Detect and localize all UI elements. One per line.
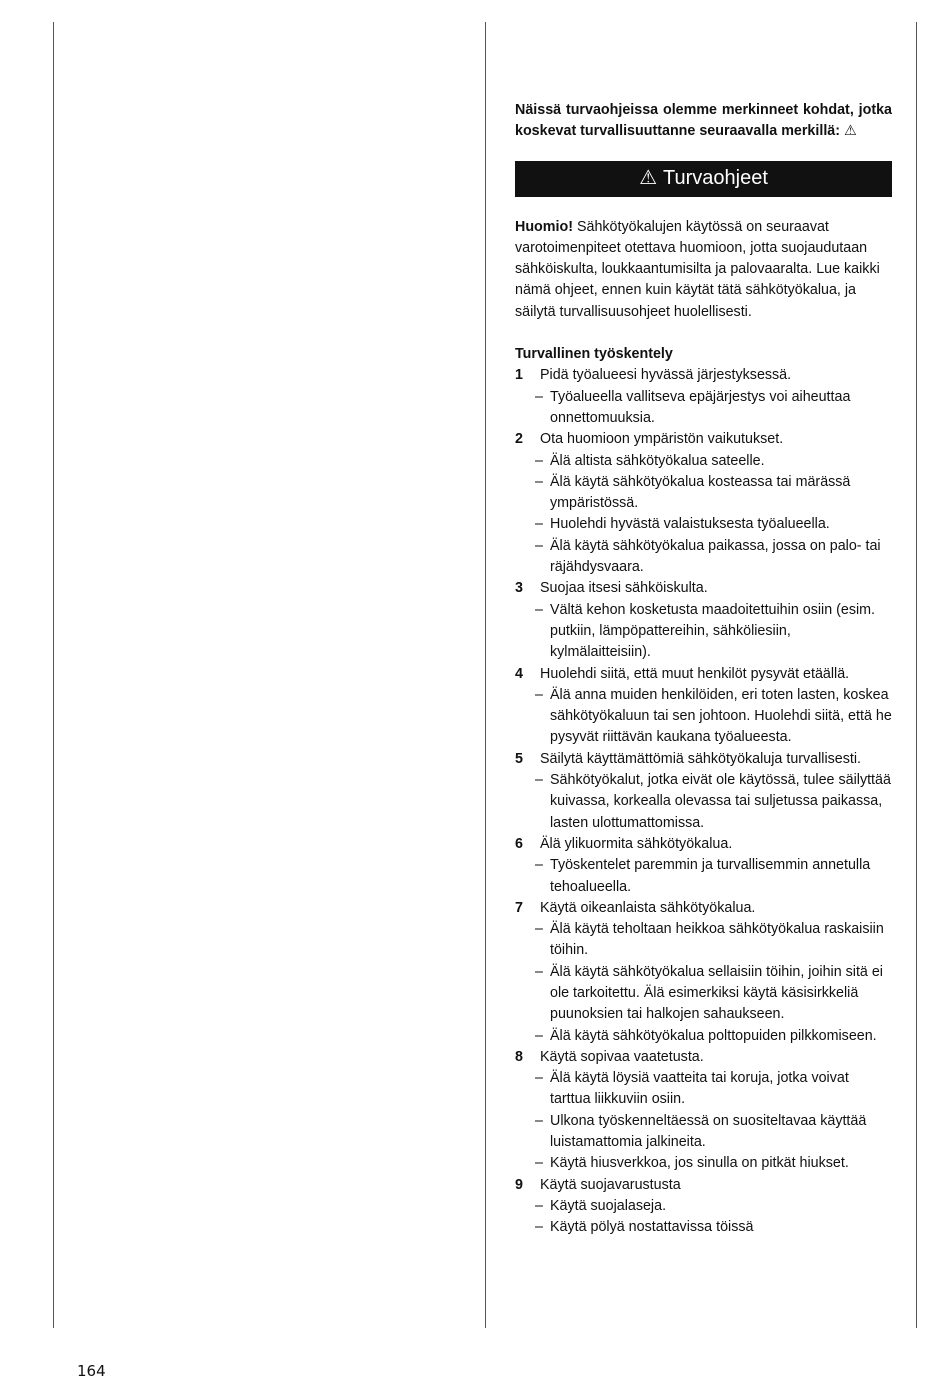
item-number: 7 xyxy=(515,899,523,916)
item-number: 6 xyxy=(515,835,523,852)
sub-item xyxy=(515,387,892,430)
sub-item xyxy=(515,685,892,749)
dash-marker: – xyxy=(535,772,543,789)
item-text: Käytä oikeanlaista sähkötyökalua. xyxy=(540,899,756,916)
sub-item-text: Älä käytä sähkötyökalua polttopuiden pilkkomiseen. xyxy=(550,1027,877,1044)
dash-marker: – xyxy=(535,686,543,703)
dash-marker: – xyxy=(535,601,543,618)
sub-item-text: Huolehdi hyvästä valaistuksesta työalueella. xyxy=(550,516,830,533)
sub-item-text: Sähkötyökalut, jotka eivät ole käytössä, tulee säilyttää kuivassa, korkealla olevassa tai suljetussa paikassa, lasten ulottumattomissa. xyxy=(550,772,891,831)
sub-item-text: Käytä suojalaseja. xyxy=(550,1197,667,1214)
dash-marker: – xyxy=(535,473,543,490)
sub-item xyxy=(515,514,892,535)
sub-item xyxy=(515,1217,892,1238)
dash-marker: – xyxy=(535,1112,543,1129)
sub-item-text: Älä altista sähkötyökalua sateelle. xyxy=(550,452,765,469)
dash-marker: – xyxy=(535,388,543,405)
column-divider xyxy=(485,22,486,1328)
section-title: Turvallinen työskentely xyxy=(515,346,673,363)
margin-rule-right xyxy=(916,22,917,1328)
sub-item-text: Käytä hiusverkkoa, jos sinulla on pitkät hiukset. xyxy=(550,1155,849,1172)
list-item xyxy=(515,1047,892,1068)
warning-triangle-icon: ⚠ xyxy=(844,123,857,140)
item-number: 3 xyxy=(515,580,523,597)
dash-marker: – xyxy=(535,1070,543,1087)
dash-marker: – xyxy=(535,1027,543,1044)
item-text: Huolehdi siitä, että muut henkilöt pysyvät etäällä. xyxy=(540,665,850,682)
list-item xyxy=(515,898,892,919)
sub-item xyxy=(515,919,892,962)
sub-item-text: Älä käytä teholtaan heikkoa sähkötyökalua raskaisiin töihin. xyxy=(550,921,884,959)
sub-item-text: Älä anna muiden henkilöiden, eri toten lasten, koskea sähkötyökaluun tai sen johtoon. Huolehdi siitä, että he pysyvät riittävän kaukana työalueesta. xyxy=(550,686,892,746)
page-number: 164 xyxy=(77,1362,106,1380)
sub-item xyxy=(515,962,892,1026)
list-item xyxy=(515,749,892,770)
item-number: 9 xyxy=(515,1176,523,1193)
warning-triangle-icon: ⚠ xyxy=(639,166,658,189)
notice-paragraph xyxy=(515,217,892,323)
dash-marker: – xyxy=(535,857,543,874)
sub-item-text: Älä käytä sähkötyökalua sellaisiin töihin, joihin sitä ei ole tarkoitettu. Älä esimerkiksi käytä käsisirkkeliä puunoksien tai halkojen sahaukseen. xyxy=(550,963,883,1023)
list-item xyxy=(515,664,892,685)
item-number: 1 xyxy=(515,367,523,384)
dash-marker: – xyxy=(535,921,543,938)
section-banner xyxy=(515,161,892,197)
safety-list xyxy=(515,365,892,1238)
item-text: Älä ylikuormita sähkötyökalua. xyxy=(540,835,733,852)
sub-item-text: Käytä pölyä nostattavissa töissä xyxy=(550,1219,754,1236)
sub-item xyxy=(515,1026,892,1047)
item-text: Säilytä käyttämättömiä sähkötyökaluja turvallisesti. xyxy=(540,750,862,767)
sub-item xyxy=(515,770,892,834)
sub-item-text: Älä käytä sähkötyökalua kosteassa tai märässä ympäristössä. xyxy=(550,473,851,512)
item-number: 2 xyxy=(515,431,523,448)
intro-text: Näissä turvaohjeissa olemme merkinneet kohdat, jotka koskevat turvallisuuttanne seuraavalla merkillä: xyxy=(515,102,892,140)
dash-marker: – xyxy=(535,537,543,554)
dash-marker: – xyxy=(535,1155,543,1172)
sub-item xyxy=(515,536,892,579)
list-item xyxy=(515,578,892,599)
dash-marker: – xyxy=(535,452,543,469)
notice-lead: Huomio! xyxy=(515,218,573,235)
item-text: Suojaa itsesi sähköiskulta. xyxy=(540,580,708,597)
right-column xyxy=(515,100,892,1239)
banner-title: Turvaohjeet xyxy=(663,166,768,189)
dash-marker: – xyxy=(535,516,543,533)
sub-item-text: Ulkona työskenneltäessä on suositeltavaa käyttää luistamattomia jalkineita. xyxy=(550,1112,867,1151)
sub-item xyxy=(515,600,892,664)
sub-item-text: Työskentelet paremmin ja turvallisemmin annetulla tehoalueella. xyxy=(550,857,871,895)
sub-item xyxy=(515,1068,892,1111)
item-text: Käytä suojavarustusta xyxy=(540,1176,681,1193)
margin-rule-left xyxy=(53,22,54,1328)
list-item xyxy=(515,429,892,450)
dash-marker: – xyxy=(535,963,543,980)
item-number: 8 xyxy=(515,1048,523,1065)
sub-item xyxy=(515,855,892,898)
dash-marker: – xyxy=(535,1197,543,1214)
item-number: 5 xyxy=(515,750,523,767)
list-item xyxy=(515,365,892,386)
sub-item xyxy=(515,1196,892,1217)
sub-item-text: Vältä kehon kosketusta maadoitettuihin osiin (esim. putkiin, lämpöpattereihin, sähköliesiin, kylmälaitteisiin). xyxy=(550,601,876,661)
item-number: 4 xyxy=(515,665,523,682)
sub-item xyxy=(515,1153,892,1174)
sub-item-text: Älä käytä löysiä vaatteita tai koruja, jotka voivat tarttua liikkuviin osiin. xyxy=(550,1070,849,1108)
dash-marker: – xyxy=(535,1219,543,1236)
sub-item xyxy=(515,472,892,515)
notice-text: Sähkötyökalujen käytössä on seuraavat varotoimenpiteet otettava huomioon, jotta suojaudutaan sähköiskulta, loukkaantumisilta ja palovaaralta. Lue kaikki nämä ohjeet, ennen kuin käytät tätä sähkötyökalua, ja säilytä turvallisuusohjeet huolellisesti. xyxy=(515,218,880,320)
sub-item-text: Älä käytä sähkötyökalua paikassa, jossa on palo- tai räjähdysvaara. xyxy=(550,537,881,576)
list-item xyxy=(515,1175,892,1196)
item-text: Pidä työalueesi hyvässä järjestyksessä. xyxy=(540,367,792,384)
sub-item xyxy=(515,451,892,472)
list-item xyxy=(515,834,892,855)
item-text: Ota huomioon ympäristön vaikutukset. xyxy=(540,431,784,448)
sub-item-text: Työalueella vallitseva epäjärjestys voi aiheuttaa onnettomuuksia. xyxy=(550,388,851,426)
item-text: Käytä sopivaa vaatetusta. xyxy=(540,1048,704,1065)
intro-paragraph xyxy=(515,100,892,143)
sub-item xyxy=(515,1111,892,1154)
